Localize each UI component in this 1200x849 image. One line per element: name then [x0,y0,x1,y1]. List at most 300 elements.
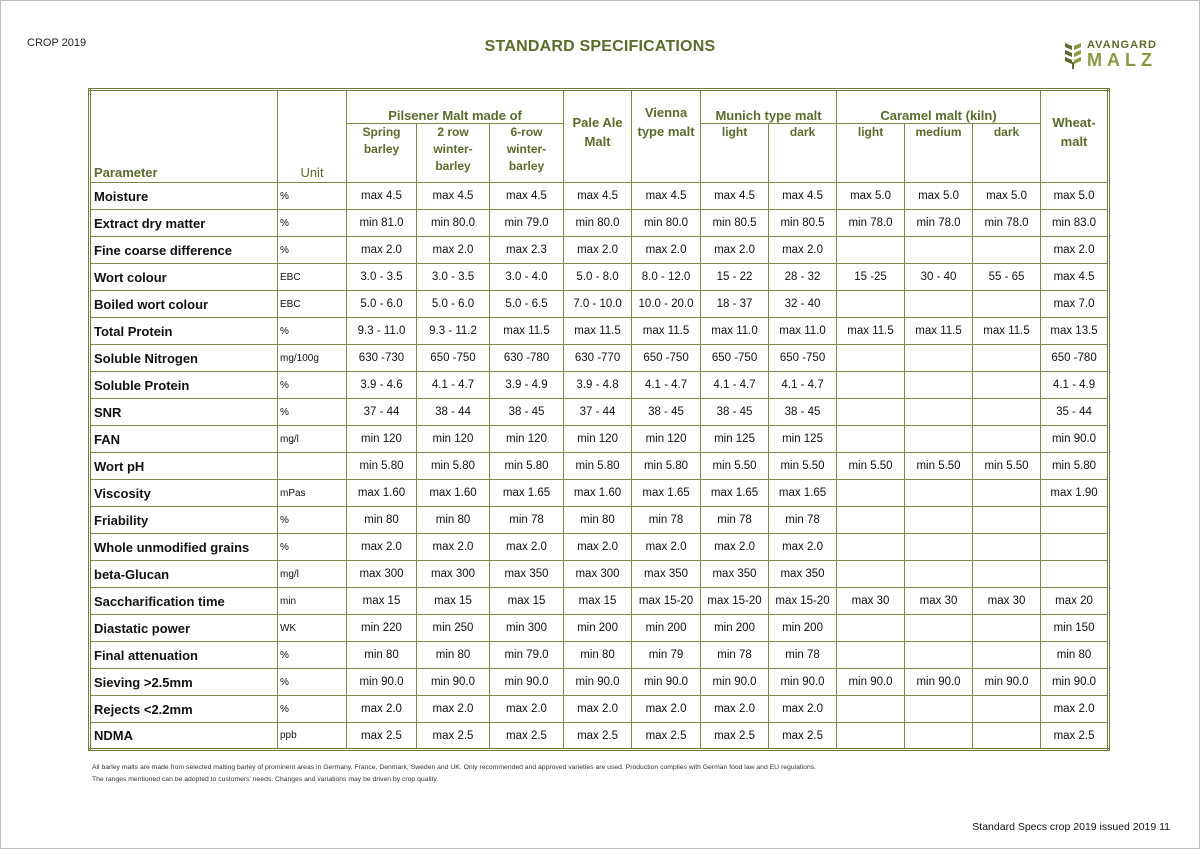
value-cell: min 90.0 [701,669,769,696]
header-spring-barley: Spring barley [347,124,417,183]
value-cell: max 2.0 [701,237,769,264]
value-cell: min 80 [1041,642,1109,669]
value-cell: max 2.0 [347,237,417,264]
value-cell: max 1.65 [632,480,701,507]
table-row [90,723,1109,750]
unit-cell: mPas [278,480,347,507]
value-cell: max 2.0 [564,237,632,264]
value-cell [973,534,1041,561]
value-cell: max 300 [347,561,417,588]
value-cell [837,561,905,588]
value-cell: 35 - 44 [1041,399,1109,426]
value-cell: min 90.0 [417,669,490,696]
value-cell: min 90.0 [973,669,1041,696]
value-cell: max 300 [564,561,632,588]
unit-cell: % [278,696,347,723]
value-cell: max 7.0 [1041,291,1109,318]
value-cell: min 5.50 [837,453,905,480]
value-cell [973,372,1041,399]
value-cell: 630 -780 [490,345,564,372]
value-cell: max 2.5 [632,723,701,750]
value-cell: max 4.5 [701,183,769,210]
value-cell: max 15 [564,588,632,615]
value-cell [973,507,1041,534]
value-cell: max 4.5 [769,183,837,210]
value-cell: 5.0 - 6.0 [347,291,417,318]
unit-cell: % [278,318,347,345]
value-cell: max 2.5 [1041,723,1109,750]
value-cell [837,237,905,264]
value-cell: max 2.0 [564,534,632,561]
value-cell: min 78.0 [905,210,973,237]
value-cell [905,534,973,561]
parameter-cell: Soluble Nitrogen [90,345,278,372]
value-cell: max 11.5 [564,318,632,345]
value-cell: 28 - 32 [769,264,837,291]
parameter-cell: Total Protein [90,318,278,345]
value-cell: max 2.5 [347,723,417,750]
value-cell: max 2.5 [564,723,632,750]
footnote-origin: All barley malts are made from selected malting barley of prominent areas in Germany, France, Denmark, Sweden and UK. Only recommended and approved varieties are used. Production complies with German food law and EU regulations. [92,764,817,771]
value-cell [973,237,1041,264]
value-cell: min 120 [564,426,632,453]
value-cell: max 2.0 [701,534,769,561]
value-cell: 9.3 - 11.0 [347,318,417,345]
value-cell: min 78 [769,642,837,669]
value-cell [973,480,1041,507]
value-cell: min 90.0 [347,669,417,696]
value-cell: max 1.60 [564,480,632,507]
barley-logo-icon [1063,40,1083,70]
value-cell: 4.1 - 4.7 [417,372,490,399]
logo-text-avangard: AVANGARD [1087,39,1157,51]
value-cell: 15 - 22 [701,264,769,291]
value-cell [837,723,905,750]
value-cell: 650 -750 [769,345,837,372]
value-cell: 5.0 - 6.5 [490,291,564,318]
value-cell: max 2.0 [417,237,490,264]
value-cell: min 120 [632,426,701,453]
header-2-row-winter-barley: 2 row winter-barley [417,124,490,183]
value-cell: max 15 [417,588,490,615]
value-cell: min 79 [632,642,701,669]
unit-cell: % [278,210,347,237]
footnote-ranges: The ranges mentioned can be adopted to customers' needs. Changes and variations may be driven by crop quality. [92,776,439,783]
value-cell: 5.0 - 8.0 [564,264,632,291]
value-cell: min 90.0 [564,669,632,696]
table-row [90,480,1109,507]
value-cell: max 4.5 [564,183,632,210]
value-cell: min 80.0 [632,210,701,237]
value-cell [973,615,1041,642]
value-cell: max 2.0 [632,696,701,723]
value-cell: min 78 [769,507,837,534]
value-cell: 37 - 44 [564,399,632,426]
value-cell [973,426,1041,453]
parameter-cell: Soluble Protein [90,372,278,399]
value-cell [905,372,973,399]
parameter-cell: Saccharification time [90,588,278,615]
value-cell: min 250 [417,615,490,642]
value-cell: min 120 [347,426,417,453]
value-cell: max 2.0 [347,696,417,723]
value-cell [905,642,973,669]
parameter-cell: Boiled wort colour [90,291,278,318]
table-row [90,372,1109,399]
value-cell [1041,507,1109,534]
parameter-cell: Friability [90,507,278,534]
value-cell: 4.1 - 4.7 [701,372,769,399]
value-cell [837,372,905,399]
value-cell: min 80.5 [769,210,837,237]
table-row [90,426,1109,453]
header-wheat-malt: Wheat-malt [1041,90,1109,183]
value-cell [905,696,973,723]
value-cell: max 30 [973,588,1041,615]
unit-cell: % [278,642,347,669]
header-munich-dark: dark [769,124,837,183]
value-cell [837,426,905,453]
value-cell: max 11.5 [905,318,973,345]
parameter-cell: Extract dry matter [90,210,278,237]
value-cell: 8.0 - 12.0 [632,264,701,291]
value-cell [973,345,1041,372]
value-cell: 3.0 - 3.5 [347,264,417,291]
value-cell: max 13.5 [1041,318,1109,345]
value-cell: min 150 [1041,615,1109,642]
value-cell [973,723,1041,750]
crop-label: CROP 2019 [27,37,87,49]
value-cell: min 78 [490,507,564,534]
value-cell [837,615,905,642]
value-cell: min 90.0 [490,669,564,696]
parameter-cell: Rejects <2.2mm [90,696,278,723]
value-cell: 5.0 - 6.0 [417,291,490,318]
value-cell [905,723,973,750]
value-cell: 3.9 - 4.6 [347,372,417,399]
value-cell: max 11.5 [632,318,701,345]
parameter-cell: SNR [90,399,278,426]
value-cell: 38 - 45 [632,399,701,426]
parameter-cell: Final attenuation [90,642,278,669]
header-6-row-winter-barley: 6-row winter-barley [490,124,564,183]
value-cell: min 90.0 [1041,669,1109,696]
value-cell: 630 -730 [347,345,417,372]
value-cell [837,696,905,723]
value-cell: 38 - 44 [417,399,490,426]
value-cell: min 78 [632,507,701,534]
value-cell [905,480,973,507]
value-cell: 4.1 - 4.7 [632,372,701,399]
value-cell: max 15-20 [701,588,769,615]
value-cell: min 83.0 [1041,210,1109,237]
table-row [90,399,1109,426]
value-cell: 650 -780 [1041,345,1109,372]
table-row [90,291,1109,318]
value-cell: max 2.5 [490,723,564,750]
value-cell: min 5.50 [769,453,837,480]
value-cell: 3.9 - 4.9 [490,372,564,399]
value-cell [905,399,973,426]
value-cell: min 5.50 [973,453,1041,480]
page-title: STANDARD SPECIFICATIONS [484,38,716,55]
parameter-cell: Fine coarse difference [90,237,278,264]
value-cell: max 2.0 [417,696,490,723]
parameter-cell: Sieving >2.5mm [90,669,278,696]
table-row [90,534,1109,561]
value-cell: 38 - 45 [769,399,837,426]
value-cell: 3.0 - 4.0 [490,264,564,291]
table-row [90,642,1109,669]
logo-text-malz: MALZ [1087,50,1157,70]
value-cell: min 78.0 [837,210,905,237]
value-cell: 4.1 - 4.7 [769,372,837,399]
avangard-malz-logo [1063,38,1173,72]
value-cell: 38 - 45 [490,399,564,426]
value-cell: max 350 [701,561,769,588]
value-cell [973,696,1041,723]
value-cell: max 2.0 [769,696,837,723]
value-cell: min 300 [490,615,564,642]
value-cell: min 5.80 [564,453,632,480]
value-cell: max 5.0 [905,183,973,210]
value-cell: 650 -750 [417,345,490,372]
unit-cell: % [278,372,347,399]
header-vienna-type-malt: Vienna type malt [632,90,701,183]
value-cell: min 5.80 [1041,453,1109,480]
value-cell: max 20 [1041,588,1109,615]
header-caramel-medium: medium [905,124,973,183]
value-cell [837,480,905,507]
value-cell: max 5.0 [973,183,1041,210]
unit-cell: % [278,669,347,696]
value-cell [905,615,973,642]
value-cell: min 5.50 [701,453,769,480]
value-cell: 9.3 - 11.2 [417,318,490,345]
header-caramel-dark: dark [973,124,1041,183]
value-cell: max 30 [905,588,973,615]
header-caramel-light: light [837,124,905,183]
value-cell: 650 -750 [632,345,701,372]
table-row [90,318,1109,345]
value-cell: max 11.0 [701,318,769,345]
value-cell [1041,534,1109,561]
value-cell: max 4.5 [1041,264,1109,291]
unit-cell: % [278,534,347,561]
value-cell: min 78 [701,507,769,534]
value-cell: max 2.0 [490,534,564,561]
value-cell: max 11.5 [973,318,1041,345]
value-cell: max 2.5 [701,723,769,750]
value-cell: min 80.5 [701,210,769,237]
value-cell [973,561,1041,588]
unit-cell: % [278,237,347,264]
value-cell: min 220 [347,615,417,642]
value-cell: max 2.0 [1041,696,1109,723]
value-cell: max 350 [632,561,701,588]
value-cell: max 4.5 [347,183,417,210]
value-cell: max 2.0 [769,534,837,561]
value-cell: min 79.0 [490,642,564,669]
value-cell: max 1.60 [417,480,490,507]
parameter-cell: Whole unmodified grains [90,534,278,561]
value-cell: max 15 [490,588,564,615]
value-cell: 3.0 - 3.5 [417,264,490,291]
value-cell: 18 - 37 [701,291,769,318]
value-cell: max 2.0 [347,534,417,561]
value-cell: min 90.0 [905,669,973,696]
value-cell: max 15 [347,588,417,615]
value-cell: min 125 [769,426,837,453]
value-cell: max 350 [490,561,564,588]
unit-cell: mg/l [278,426,347,453]
value-cell: 30 - 40 [905,264,973,291]
parameter-cell: FAN [90,426,278,453]
value-cell: min 200 [769,615,837,642]
value-cell: min 200 [564,615,632,642]
value-cell: max 2.3 [490,237,564,264]
value-cell: max 1.90 [1041,480,1109,507]
value-cell: min 120 [417,426,490,453]
header-pale-ale-malt: Pale Ale Malt [564,90,632,183]
table-row [90,696,1109,723]
value-cell: min 90.0 [1041,426,1109,453]
value-cell: 3.9 - 4.8 [564,372,632,399]
value-cell: 55 - 65 [973,264,1041,291]
value-cell: max 30 [837,588,905,615]
value-cell [905,345,973,372]
parameter-cell: beta-Glucan [90,561,278,588]
value-cell: max 4.5 [417,183,490,210]
value-cell: min 120 [490,426,564,453]
unit-cell: WK [278,615,347,642]
header-unit: Unit [278,90,347,183]
value-cell: max 300 [417,561,490,588]
value-cell: max 5.0 [837,183,905,210]
value-cell [837,291,905,318]
unit-cell: mg/l [278,561,347,588]
header-caramel-malt: Caramel malt (kiln) [837,90,1041,124]
value-cell: max 2.0 [417,534,490,561]
value-cell: min 5.80 [490,453,564,480]
value-cell: max 5.0 [1041,183,1109,210]
parameter-cell: Diastatic power [90,615,278,642]
specifications-table-body [90,183,1109,750]
value-cell: max 4.5 [632,183,701,210]
value-cell: min 80.0 [417,210,490,237]
value-cell [905,291,973,318]
unit-cell: mg/100g [278,345,347,372]
value-cell: min 5.50 [905,453,973,480]
value-cell: min 78.0 [973,210,1041,237]
value-cell: 4.1 - 4.9 [1041,372,1109,399]
parameter-cell: Wort colour [90,264,278,291]
value-cell: 650 -750 [701,345,769,372]
unit-cell: % [278,399,347,426]
value-cell: 10.0 - 20.0 [632,291,701,318]
value-cell: min 81.0 [347,210,417,237]
value-cell: max 11.5 [490,318,564,345]
value-cell: max 2.0 [490,696,564,723]
table-row [90,183,1109,210]
value-cell: min 80 [347,507,417,534]
parameter-cell: Viscosity [90,480,278,507]
value-cell [837,399,905,426]
issued-label: Standard Specs crop 2019 issued 2019 11 [972,821,1170,833]
header-munich-light: light [701,124,769,183]
value-cell: min 90.0 [769,669,837,696]
value-cell [905,507,973,534]
table-row [90,669,1109,696]
value-cell: max 1.65 [701,480,769,507]
table-row [90,237,1109,264]
value-cell [905,237,973,264]
unit-cell: % [278,183,347,210]
value-cell: max 2.0 [564,696,632,723]
value-cell: max 2.0 [1041,237,1109,264]
value-cell: max 1.65 [490,480,564,507]
value-cell: max 350 [769,561,837,588]
value-cell: min 125 [701,426,769,453]
value-cell: min 5.80 [347,453,417,480]
value-cell: min 5.80 [417,453,490,480]
unit-cell: min [278,588,347,615]
value-cell: max 2.5 [769,723,837,750]
value-cell [973,642,1041,669]
value-cell [837,642,905,669]
value-cell [1041,561,1109,588]
value-cell [905,426,973,453]
value-cell: 15 -25 [837,264,905,291]
header-munich-type-malt: Munich type malt [701,90,837,124]
value-cell: max 15-20 [632,588,701,615]
value-cell: max 2.0 [701,696,769,723]
value-cell: max 2.0 [632,237,701,264]
table-row [90,588,1109,615]
table-row [90,345,1109,372]
parameter-cell: Wort pH [90,453,278,480]
value-cell: 630 -770 [564,345,632,372]
value-cell: min 5.80 [632,453,701,480]
table-row [90,210,1109,237]
value-cell: min 80 [347,642,417,669]
table-row [90,264,1109,291]
value-cell: max 2.5 [417,723,490,750]
unit-cell: EBC [278,264,347,291]
unit-cell: % [278,507,347,534]
header-parameter: Parameter [90,90,278,183]
value-cell: min 90.0 [837,669,905,696]
value-cell [973,291,1041,318]
table-row [90,561,1109,588]
value-cell [837,507,905,534]
unit-cell: ppb [278,723,347,750]
value-cell: max 15-20 [769,588,837,615]
value-cell: 38 - 45 [701,399,769,426]
value-cell: max 11.5 [837,318,905,345]
value-cell: 7.0 - 10.0 [564,291,632,318]
value-cell [905,561,973,588]
value-cell: max 11.0 [769,318,837,345]
parameter-cell: NDMA [90,723,278,750]
value-cell: max 1.65 [769,480,837,507]
header-pilsener-malt: Pilsener Malt made of [347,90,564,124]
value-cell: min 80 [417,507,490,534]
value-cell: 37 - 44 [347,399,417,426]
value-cell: max 1.60 [347,480,417,507]
value-cell: max 4.5 [490,183,564,210]
value-cell: max 2.0 [769,237,837,264]
